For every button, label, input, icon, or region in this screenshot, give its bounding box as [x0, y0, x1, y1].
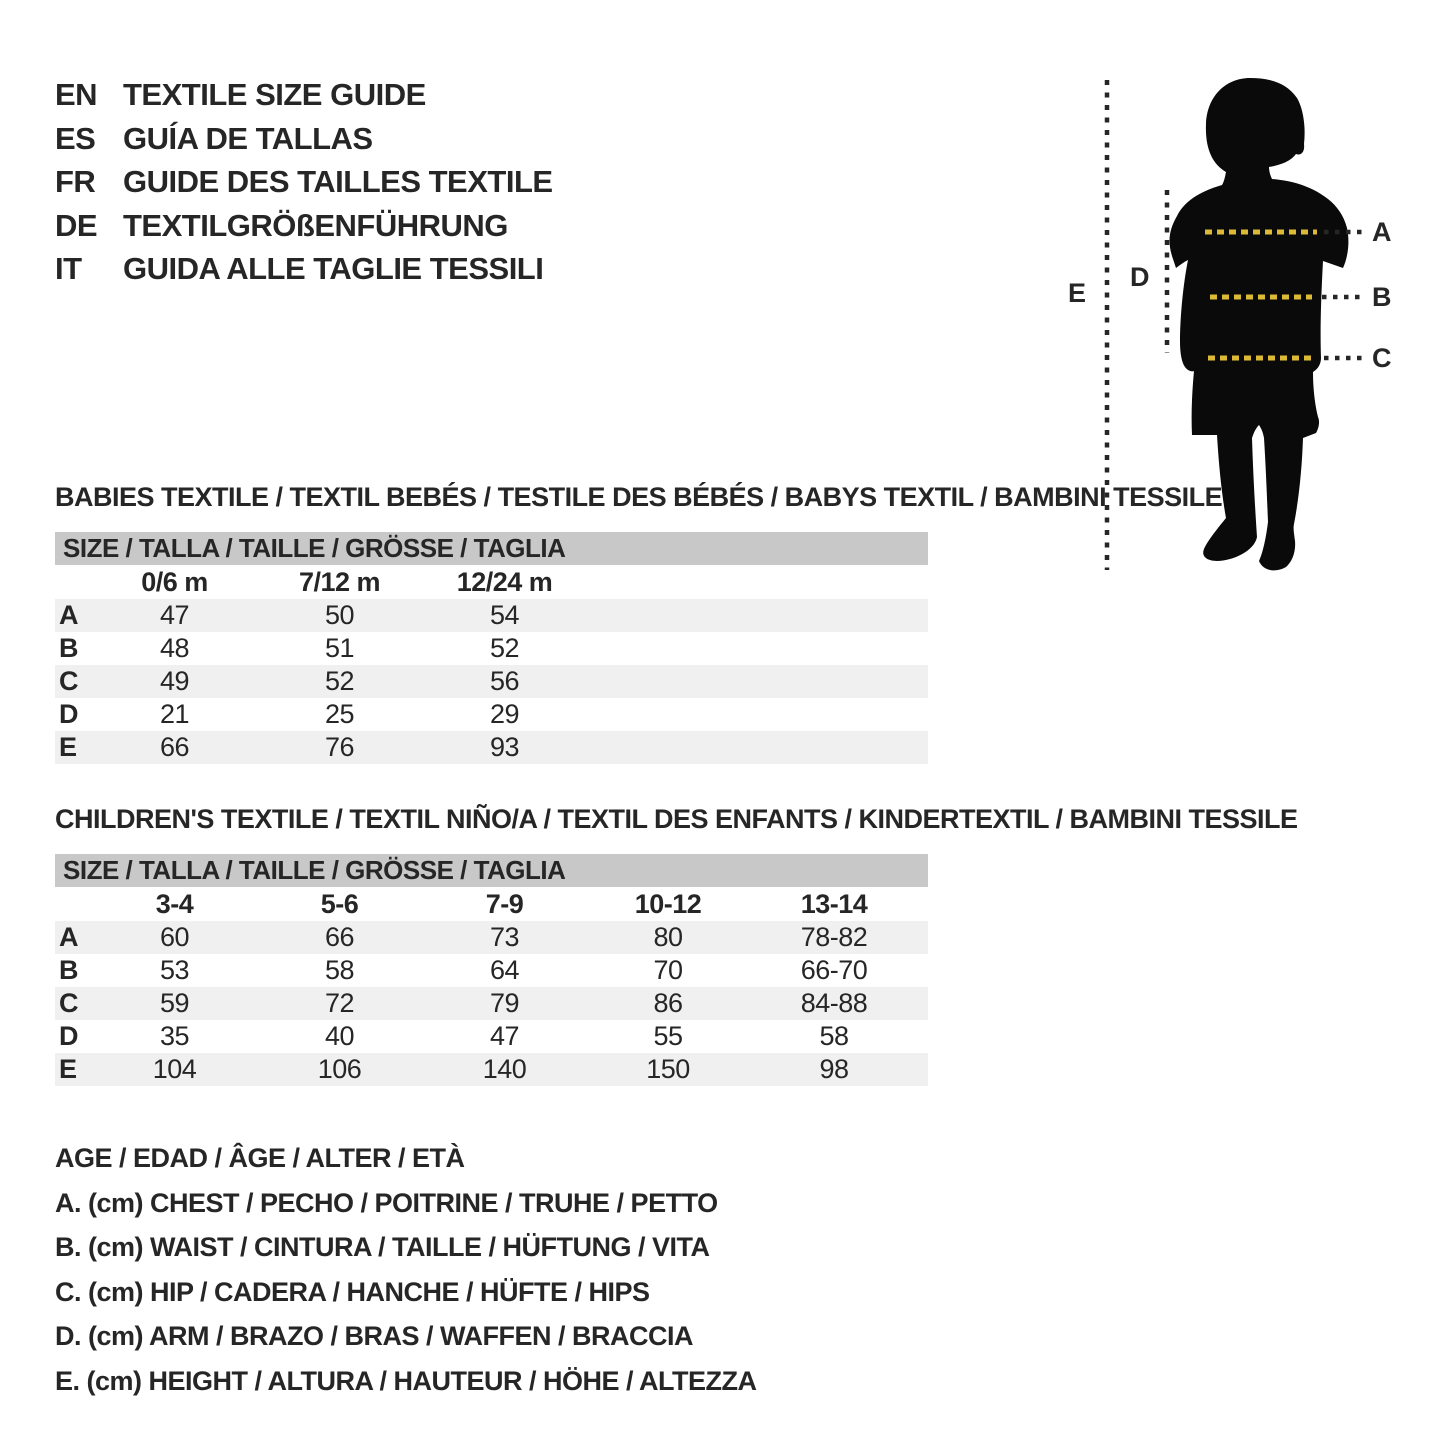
table-cell: 50 [324, 600, 355, 630]
table-cell: 29 [489, 699, 520, 729]
marker-label-waist: B [1372, 282, 1391, 312]
table-row [55, 921, 928, 954]
row-label: D [59, 1021, 79, 1051]
legend-chest: A. (cm) CHEST / PECHO / POITRINE / TRUHE / PETTO [55, 1187, 718, 1218]
table-cell: 64 [489, 955, 520, 985]
table-cell: 55 [653, 1021, 683, 1051]
table-cell: 54 [489, 600, 520, 630]
children-column-header-row [55, 887, 928, 921]
table-cell: 59 [159, 988, 190, 1018]
table-cell: 76 [324, 732, 355, 762]
row-label: E [59, 732, 78, 762]
row-label: D [59, 699, 79, 729]
table-cell: 40 [324, 1021, 355, 1051]
lang-code-es: ES [55, 120, 96, 156]
children-size-table-section [55, 804, 1298, 1086]
measurement-legend [55, 1136, 756, 1403]
legend-hip: C. (cm) HIP / CADERA / HANCHE / HÜFTE / HIPS [55, 1276, 650, 1307]
language-title-list [55, 73, 553, 291]
children-table-body [55, 921, 928, 1086]
row-label: A [59, 600, 79, 630]
row-label: B [59, 633, 79, 663]
table-row [55, 599, 928, 632]
table-cell: 78-82 [800, 922, 868, 952]
babies-size-table-section [55, 482, 1223, 764]
row-label: A [59, 922, 79, 952]
lang-row-en [55, 73, 553, 117]
table-row [55, 698, 928, 731]
table-cell: 58 [324, 955, 355, 985]
children-col-header: 5-6 [320, 889, 359, 919]
table-cell: 25 [324, 699, 355, 729]
table-cell: 140 [482, 1054, 527, 1084]
table-cell: 52 [324, 666, 355, 696]
lang-title-es: GUÍA DE TALLAS [123, 120, 373, 156]
babies-table-body [55, 599, 928, 764]
table-cell: 66-70 [800, 955, 868, 985]
lang-row-fr [55, 160, 553, 204]
lang-title-it: GUIDA ALLE TAGLIE TESSILI [123, 251, 544, 286]
marker-label-height: E [1068, 278, 1086, 308]
children-section-title: CHILDREN'S TEXTILE / TEXTIL NIÑO/A / TEXTIL DES ENFANTS / KINDERTEXTIL / BAMBINI TESSILE [55, 804, 1298, 834]
table-cell: 52 [489, 633, 520, 663]
row-label: C [59, 666, 79, 696]
table-cell: 51 [324, 633, 355, 663]
babies-col-header: 0/6 m [141, 567, 208, 597]
table-cell: 84-88 [800, 988, 868, 1018]
table-row [55, 987, 928, 1020]
table-cell: 35 [159, 1021, 190, 1051]
table-row [55, 731, 928, 764]
lang-title-en: TEXTILE SIZE GUIDE [123, 77, 426, 112]
legend-arm: D. (cm) ARM / BRAZO / BRAS / WAFFEN / BRACCIA [55, 1321, 693, 1351]
children-col-header: 7-9 [485, 889, 524, 919]
table-cell: 73 [489, 922, 520, 952]
lang-code-it: IT [55, 251, 82, 286]
table-cell: 80 [653, 922, 683, 952]
table-cell: 70 [653, 955, 683, 985]
table-row [55, 1053, 928, 1086]
table-cell: 47 [159, 600, 190, 630]
lang-row-de [55, 204, 553, 248]
table-cell: 47 [489, 1021, 520, 1051]
table-row [55, 665, 928, 698]
lang-code-en: EN [55, 77, 98, 112]
table-cell: 58 [819, 1021, 849, 1051]
table-cell: 56 [489, 666, 520, 696]
children-col-header: 3-4 [155, 889, 194, 919]
lang-row-es [55, 117, 553, 161]
babies-section-title: BABIES TEXTILE / TEXTIL BEBÉS / TESTILE DES BÉBÉS / BABYS TEXTIL / BAMBINI TESSILE [55, 482, 1223, 512]
table-cell: 66 [159, 732, 190, 762]
lang-title-de: TEXTILGRÖßENFÜHRUNG [123, 207, 508, 243]
table-cell: 72 [324, 988, 355, 1018]
legend-height: E. (cm) HEIGHT / ALTURA / HAUTEUR / HÖHE / ALTEZZA [55, 1365, 757, 1396]
table-row [55, 632, 928, 665]
babies-size-header-bar: SIZE / TALLA / TAILLE / GRÖSSE / TAGLIA [55, 532, 928, 565]
lang-row-it [55, 247, 553, 291]
lang-code-fr: FR [55, 164, 96, 199]
lang-code-de: DE [55, 207, 98, 243]
table-cell: 150 [646, 1054, 690, 1084]
table-row [55, 1020, 928, 1053]
table-cell: 53 [159, 955, 190, 985]
lang-title-fr: GUIDE DES TAILLES TEXTILE [123, 164, 553, 199]
table-cell: 48 [159, 633, 190, 663]
children-col-header: 10-12 [634, 889, 702, 919]
table-cell: 60 [159, 922, 190, 952]
row-label: B [59, 955, 79, 985]
children-col-header: 13-14 [800, 889, 868, 919]
table-cell: 86 [653, 988, 683, 1018]
table-cell: 21 [159, 699, 190, 729]
marker-label-arm: D [1130, 262, 1149, 292]
legend-waist: B. (cm) WAIST / CINTURA / TAILLE / HÜFTUNG / VITA [55, 1232, 710, 1262]
table-cell: 104 [152, 1054, 197, 1084]
row-label: C [59, 988, 79, 1018]
marker-label-chest: A [1372, 217, 1391, 247]
table-cell: 66 [324, 922, 355, 952]
table-cell: 93 [489, 732, 520, 762]
babies-col-header: 7/12 m [298, 567, 381, 597]
babies-col-header: 12/24 m [456, 567, 553, 597]
table-cell: 79 [489, 988, 520, 1018]
babies-column-header-row [55, 565, 928, 599]
table-cell: 49 [159, 666, 190, 696]
legend-age: AGE / EDAD / ÂGE / ALTER / ETÀ [55, 1143, 465, 1173]
marker-label-hip: C [1372, 343, 1391, 373]
table-cell: 106 [317, 1054, 362, 1084]
table-row [55, 954, 928, 987]
table-cell: 98 [819, 1054, 849, 1084]
children-size-header-bar: SIZE / TALLA / TAILLE / GRÖSSE / TAGLIA [55, 854, 928, 887]
row-label: E [59, 1054, 78, 1084]
